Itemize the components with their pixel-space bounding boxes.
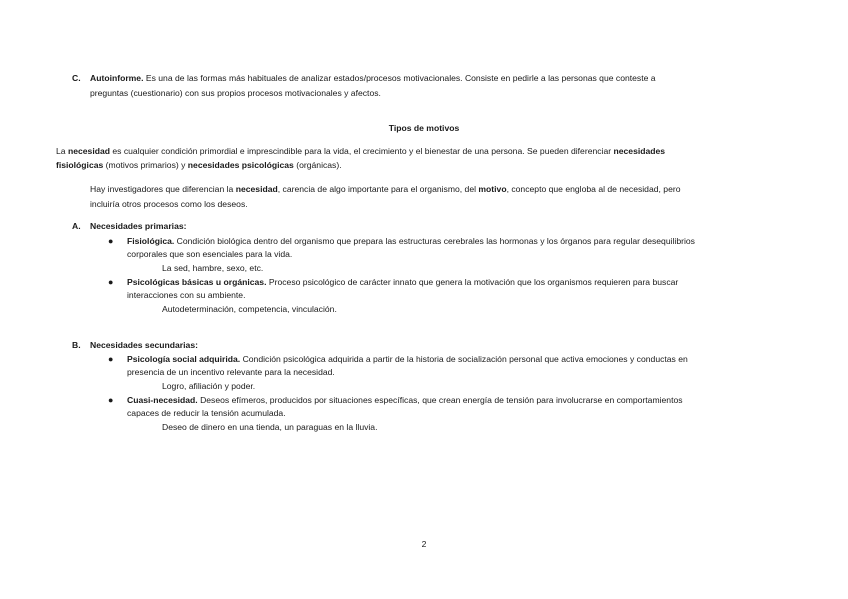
list-marker-a: A.: [72, 221, 81, 231]
item-psicologia-social-example: Logro, afiliación y poder.: [162, 381, 256, 391]
section-heading: Tipos de motivos: [388, 123, 460, 133]
section-c-line-1: Autoinforme. Es una de las formas más habituales de analizar estados/procesos motivacionales. Consiste en pedirle a las personas que conteste a: [90, 73, 656, 83]
bullet-icon: ●: [108, 354, 114, 364]
intro-line-1: La necesidad es cualquier condición primordial e imprescindible para la vida, el crecimiento y el bienestar de una persona. Se pueden diferenciar necesidades: [56, 146, 666, 156]
item-cuasi-necesidad-line-1: Cuasi-necesidad. Deseos efímeros, producidos por situaciones específicas, que crean energía de tensión para involucrarse en comportamientos: [127, 395, 683, 405]
bullet-icon: ●: [108, 395, 114, 405]
item-psicologia-social-line-1: Psicología social adquirida. Condición psicológica adquirida a partir de la historia de socialización personal que activa emociones y conductas en: [127, 354, 688, 364]
section-b-title: Necesidades secundarias:: [90, 340, 198, 350]
item-fisiologica-line-2: corporales que son esenciales para la vida.: [127, 249, 293, 259]
investigadores-line-2: incluiría otros procesos como los deseos.: [90, 199, 248, 209]
item-fisiologica-line-1: Fisiológica. Condición biológica dentro del organismo que prepara las estructuras cerebrales las hormonas y los órganos para regular desequilibrios: [127, 236, 695, 246]
section-c-line-2: preguntas (cuestionario) con sus propios procesos motivacionales y afectos.: [90, 88, 381, 98]
bullet-icon: ●: [108, 277, 114, 287]
intro-line-2: fisiológicas (motivos primarios) y necesidades psicológicas (orgánicas).: [56, 160, 342, 170]
page-number: 2: [421, 539, 427, 549]
item-psicologicas-line-2: interacciones con su ambiente.: [127, 290, 246, 300]
item-cuasi-necesidad-example: Deseo de dinero en una tienda, un paraguas en la lluvia.: [162, 422, 378, 432]
item-psicologicas-line-1: Psicológicas básicas u orgánicas. Proceso psicológico de carácter innato que genera la motivación que los organismos requieren para buscar: [127, 277, 679, 287]
term-autoinforme: Autoinforme.: [90, 73, 144, 83]
list-marker-c: C.: [72, 73, 81, 83]
item-cuasi-necesidad-line-2: capaces de reducir la tensión acumulada.: [127, 408, 286, 418]
investigadores-line-1: Hay investigadores que diferencian la necesidad, carencia de algo importante para el organismo, del motivo, concepto que engloba al de necesidad, pero: [90, 184, 681, 194]
section-a-title: Necesidades primarias:: [90, 221, 187, 231]
item-fisiologica-example: La sed, hambre, sexo, etc.: [162, 263, 264, 273]
item-psicologicas-example: Autodeterminación, competencia, vinculación.: [162, 304, 337, 314]
bullet-icon: ●: [108, 236, 114, 246]
list-marker-b: B.: [72, 340, 81, 350]
item-psicologia-social-line-2: presencia de un incentivo relevante para la necesidad.: [127, 367, 335, 377]
